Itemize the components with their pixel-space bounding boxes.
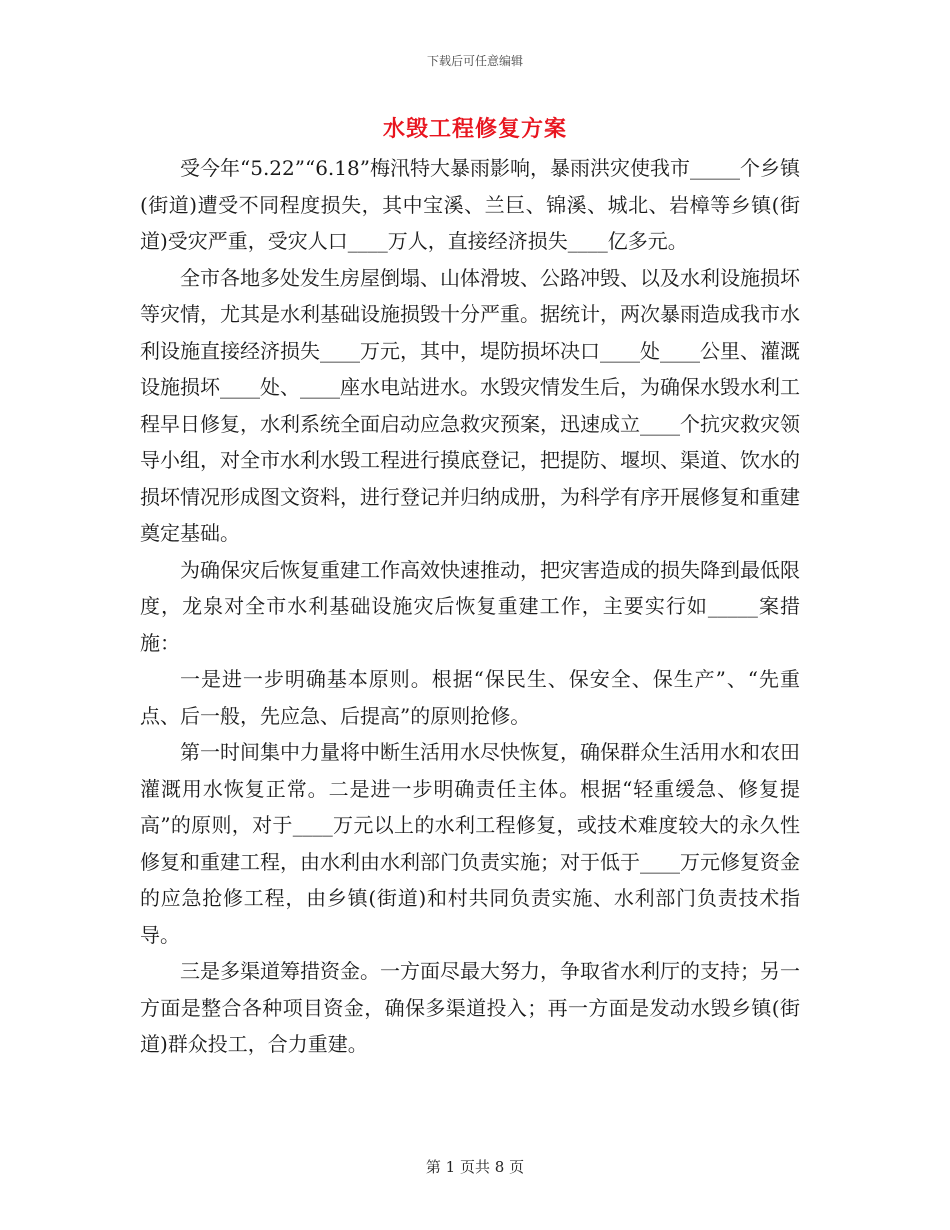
page-header-note: 下载后可任意编辑: [426, 54, 523, 68]
paragraph-funding: 三是多渠道筹措资金。一方面尽最大努力，争取省水利厅的支持；另一方面是整合各种项目资金，确保多渠道投入；再一方面是发动水毁乡镇(街道)群众投工，合力重建。: [140, 959, 800, 1056]
paragraph-disaster-impact: 受今年“5.22”“6.18”梅汛特大暴雨影响，暴雨洪灾使我市_____个乡镇(街道)遭受不同程度损失，其中宝溪、兰巨、锦溪、城北、岩樟等乡镇(街道)受灾严重，受灾人口____万人，直接经济损失____亿多元。: [140, 156, 800, 253]
paragraph-reconstruction-intro: 为确保灾后恢复重建工作高效快速推动，把灾害造成的损失降到最低限度，龙泉对全市水利基础设施灾后恢复重建工作，主要实行如_____案措施：: [140, 557, 800, 655]
document-body: [140, 150, 800, 1063]
paragraph-responsibility: 第一时间集中力量将中断生活用水尽快恢复，确保群众生活用水和农田灌溉用水恢复正常。二是进一步明确责任主体。根据“轻重缓急、修复提高”的原则，对于____万元以上的水利工程修复，或技术难度较大的永久性修复和重建工程，由水利由水利部门负责实施；对于低于____万元修复资金的应急抢修工程，由乡镇(街道)和村共同负责实施、水利部门负责技术指导。: [140, 740, 800, 947]
paragraph-damage-statistics: 全市各地多处发生房屋倒塌、山体滑坡、公路冲毁、以及水利设施损坏等灾情，尤其是水利基础设施损毁十分严重。据统计，两次暴雨造成我市水利设施直接经济损失____万元，其中，堤防损坏决口____处____公里、灌溉设施损坏____处、____座水电站进水。水毁灾情发生后，为确保水毁水利工程早日修复，水利系统全面启动应急救灾预案，迅速成立____个抗灾救灾领导小组，对全市水利水毁工程进行摸底登记，把提防、堰坝、渠道、饮水的损坏情况形成图文资料，进行登记并归纳成册，为科学有序开展修复和重建奠定基础。: [140, 265, 800, 545]
page-number: 第 1 页共 8 页: [425, 1158, 525, 1176]
paragraph-principles: 一是进一步明确基本原则。根据“保民生、保安全、保生产”、“先重点、后一般，先应急、后提高”的原则抢修。: [140, 667, 800, 728]
document-title: 水毁工程修复方案: [382, 116, 567, 142]
